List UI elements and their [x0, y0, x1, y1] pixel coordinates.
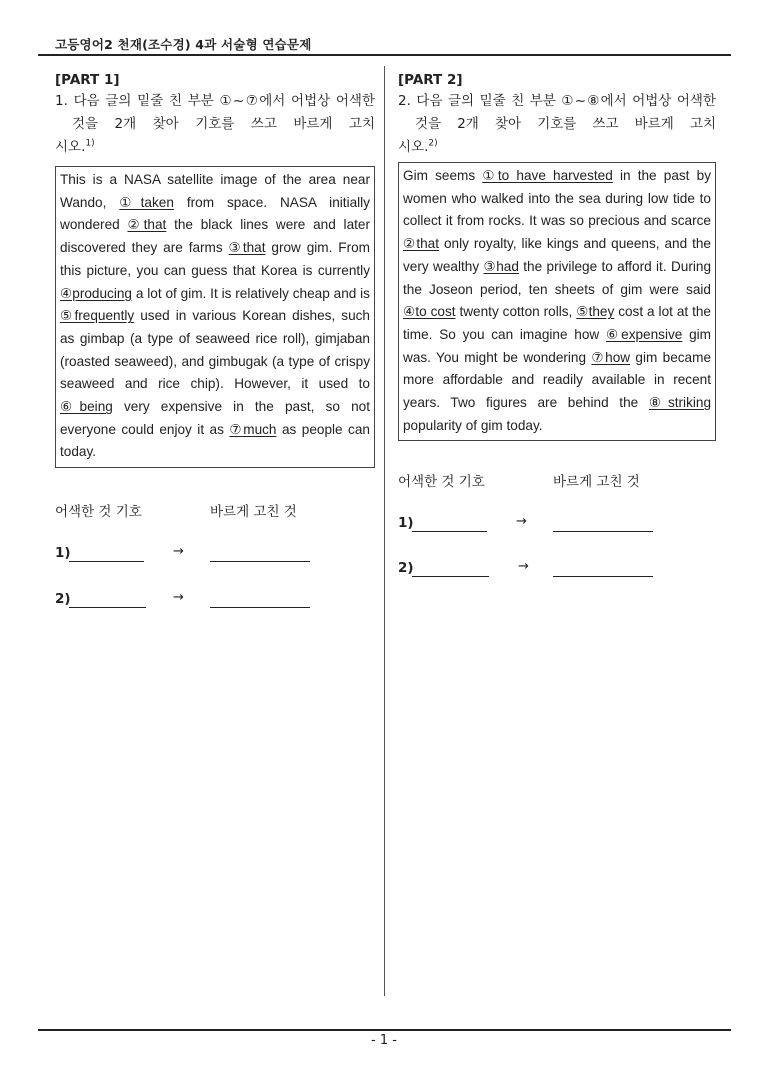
answer-number: 2): [55, 591, 71, 608]
underlined-item: ④to cost: [403, 304, 456, 320]
underlined-item: ⑤they: [576, 304, 615, 320]
part1-answer-2-correction-blank[interactable]: [210, 607, 310, 608]
passage-text: a lot of gim. It is relatively cheap and is: [131, 285, 370, 301]
part2-answer-1-symbol-blank[interactable]: [412, 531, 487, 532]
part1-answer-row-1: [55, 545, 375, 565]
part1-answer-1-symbol-blank[interactable]: [69, 561, 144, 562]
part2-answer-row-2: [398, 560, 716, 580]
underlined-item: ②that: [127, 217, 167, 233]
passage-text: as people can today.: [60, 421, 370, 460]
underlined-item: ⑤frequently: [60, 308, 135, 324]
page-number: - 1 -: [371, 1033, 397, 1048]
answer-number: 1): [55, 545, 71, 562]
footer-divider: [38, 1029, 731, 1031]
part1-column: [55, 70, 375, 611]
passage-text: grow gim. From this picture, you can guess that Korea is currently: [60, 240, 370, 278]
underlined-item: ③had: [483, 258, 519, 274]
underlined-item: ①taken: [119, 194, 174, 210]
underlined-item: ⑦how: [591, 349, 631, 365]
part2-answer-2-symbol-blank[interactable]: [412, 576, 489, 577]
part1-question: [55, 90, 375, 159]
part2-passage-box: [398, 162, 716, 441]
passage-text: This is a NASA satellite image of the area near Wando,: [60, 172, 370, 210]
part2-question: [398, 90, 716, 159]
arrow-icon: →: [516, 514, 527, 530]
passage-text: the privilege to afford it. During the Joseon period, ten sheets of gim were said: [403, 258, 712, 297]
part2-answer-2-correction-blank[interactable]: [553, 576, 653, 577]
part1-answer-head-left: 어색한 것 기호: [55, 504, 142, 521]
part1-answer-1-correction-blank[interactable]: [210, 561, 310, 562]
part2-question-tail: 시오.$^{2)}$: [398, 138, 438, 155]
underlined-item: ⑧striking: [648, 395, 712, 411]
answer-number: 2): [398, 560, 414, 577]
part2-answer-head-right: 바르게 고친 것: [553, 474, 640, 491]
underlined-item: ①to have harvested: [482, 168, 613, 183]
page-header-title: 고등영어2 천재(조수경) 4과 서술형 연습문제: [55, 37, 312, 52]
underlined-item: ③that: [228, 240, 266, 256]
part1-label: [PART 1]: [55, 72, 120, 88]
part1-answer-2-symbol-blank[interactable]: [69, 607, 146, 608]
part2-answer-row-1: [398, 515, 716, 535]
header-divider: [38, 54, 731, 56]
part1-question-text: 1. 다음 글의 밑줄 친 부분 ①~⑦에서 어법상 어색한 것을 2개 찾아 기호를 쓰고 바르게 고치: [55, 93, 375, 132]
passage-text: twenty cotton rolls,: [455, 304, 577, 320]
part2-answer-header: [398, 470, 716, 490]
part1-footnote: 1): [85, 138, 95, 149]
part1-answer-head-right: 바르게 고친 것: [210, 504, 297, 521]
passage-text: used in various Korean dishes, such as gimbap (a type of seaweed rice roll), gimjaban (roasted seaweed), and gimbugak (a type of crispy seaweed and rice chip). However, it used to: [60, 308, 370, 392]
passage-text: the black lines were and later discovered they are farms: [60, 217, 370, 256]
passage-text: popularity of gim today.: [403, 417, 543, 433]
part1-passage-box: [55, 166, 375, 468]
column-divider: [384, 66, 385, 996]
passage-text: gim was. You might be wondering: [403, 326, 711, 365]
passage-text: Gim seems: [403, 168, 483, 183]
underlined-item: ⑥being: [60, 399, 113, 415]
passage-text: cost a lot at the time. So you can imagine how: [403, 304, 711, 342]
part2-answer-head-left: 어색한 것 기호: [398, 474, 485, 491]
underlined-item: ④producing: [60, 285, 132, 301]
part2-question-text: 2. 다음 글의 밑줄 친 부분 ①~⑧에서 어법상 어색한 것을 2개 찾아 기호를 쓰고 바르게 고치: [398, 93, 716, 132]
part1-answer-row-2: [55, 591, 375, 611]
part2-answer-1-correction-blank[interactable]: [553, 531, 653, 532]
passage-text: very expensive in the past, so not everyone could enjoy it as: [60, 399, 370, 437]
part2-column: [398, 70, 716, 580]
part2-footnote: 2): [428, 138, 438, 149]
underlined-item: ⑦much: [229, 421, 277, 437]
answer-number: 1): [398, 515, 414, 532]
part1-answer-header: [55, 500, 375, 520]
arrow-icon: →: [518, 559, 529, 575]
passage-text: in the past by women who walked into the sea during low tide to collect it from rocks. It was so precious and scarce: [403, 168, 711, 229]
passage-text: gim became more affordable and readily available in recent years. Two figures are behind the: [403, 349, 712, 411]
underlined-item: ⑥expensive: [605, 326, 683, 342]
part2-label: [PART 2]: [398, 72, 463, 88]
passage-text: from space. NASA initially wondered: [60, 194, 370, 233]
underlined-item: ②that: [403, 236, 440, 252]
part1-question-tail: 시오.$^{1)}$: [55, 138, 95, 155]
arrow-icon: →: [173, 590, 184, 606]
passage-text: only royalty, like kings and queens, and the very wealthy: [403, 236, 711, 274]
arrow-icon: →: [173, 544, 184, 560]
